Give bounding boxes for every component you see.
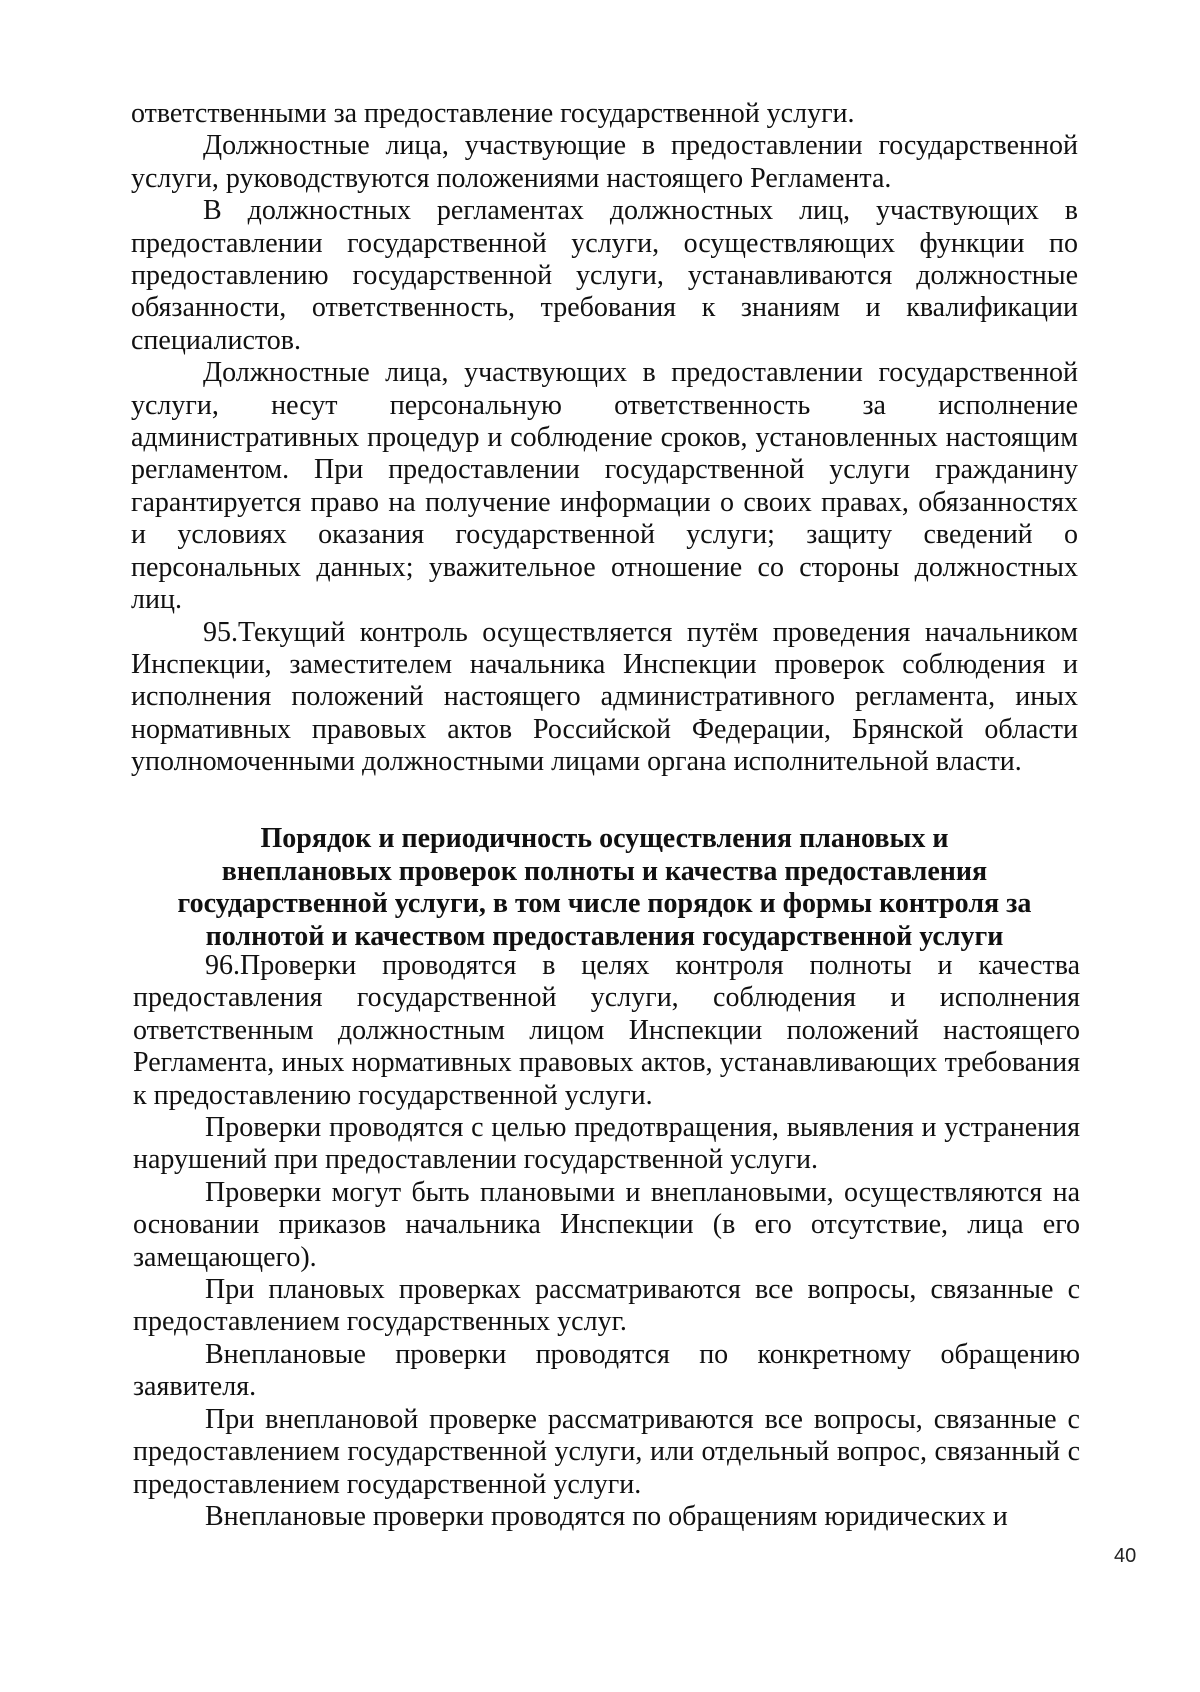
paragraph-unplanned-scope: При внеплановой проверке рассматриваются все вопросы, связанные с предоставлением государственной услуги, или отдельный вопрос, связанный с предоставлением государственной услуги. xyxy=(133,1403,1080,1500)
paragraph-personal-responsibility: Должностные лица, участвующих в предоставлении государственной услуги, несут персональную ответственность за исполнение административных процедур и соблюдение сроков, установленных настоящим регламентом. При предоставлении государственной услуги гражданину гарантируется право на получение информации о своих правах, обязанностях и условиях оказания государственной услуги; защиту сведений о персональных данных; уважительное отношение со стороны должностных лиц. xyxy=(131,357,1078,616)
paragraph-unplanned-legal-entities: Внеплановые проверки проводятся по обращениям юридических и xyxy=(205,1500,1008,1532)
section-heading-line: государственной услуги, в том числе порядок и формы контроля за xyxy=(177,888,1032,919)
page-number: 40 xyxy=(1114,1545,1137,1567)
paragraph-95-current-control: 95.Текущий контроль осуществляется путём проведения начальником Инспекции, заместителем начальника Инспекции проверок соблюдения и исполнения положений настоящего административного регламента, иных нормативных правовых актов Российской Федерации, Брянской области уполномоченными должностными лицами органа исполнительной власти. xyxy=(131,616,1078,778)
bottom-text-block xyxy=(133,950,1080,1533)
top-text-block xyxy=(131,98,1078,779)
paragraph-unplanned-by-request: Внеплановые проверки проводятся по конкретному обращению заявителя. xyxy=(133,1338,1080,1403)
paragraph-96-inspections: 96.Проверки проводятся в целях контроля полноты и качества предоставления государственной услуги, соблюдения и исполнения ответственным должностным лицом Инспекции положений настоящего Регламента, иных нормативных правовых актов, устанавливающих требования к предоставлению государственной услуги. xyxy=(133,950,1080,1111)
section-heading-line: внеплановых проверок полноты и качества предоставления xyxy=(221,855,988,887)
paragraph-planned-inspections: При плановых проверках рассматриваются все вопросы, связанные с предоставлением государственных услуг. xyxy=(133,1274,1080,1338)
section-heading xyxy=(131,823,1078,953)
paragraph-job-regulations: В должностных регламентах должностных лиц, участвующих в предоставлении государственной услуги, осуществляющих функции по предоставлению государственной услуги, устанавливаются должностные обязанности, ответственность, требования к знаниям и квалификации специалистов. xyxy=(131,195,1078,356)
section-heading-line: Порядок и периодичность осуществления плановых и xyxy=(260,823,949,854)
section-heading-line: полнотой и качеством предоставления государственной услуги xyxy=(205,920,1004,952)
paragraph-inspection-purpose: Проверки проводятся с целью предотвращения, выявления и устранения нарушений при предоставлении государственной услуги. xyxy=(133,1112,1080,1176)
paragraph-inspection-types: Проверки могут быть плановыми и внеплановыми, осуществляются на основании приказов начальника Инспекции (в его отсутствие, лица его замещающего). xyxy=(133,1176,1080,1273)
paragraph-continuation: ответственными за предоставление государственной услуги. xyxy=(131,98,855,129)
paragraph-officials-guidance: Должностные лица, участвующие в предоставлении государственной услуги, руководствуются положениями настоящего Регламента. xyxy=(131,130,1078,194)
